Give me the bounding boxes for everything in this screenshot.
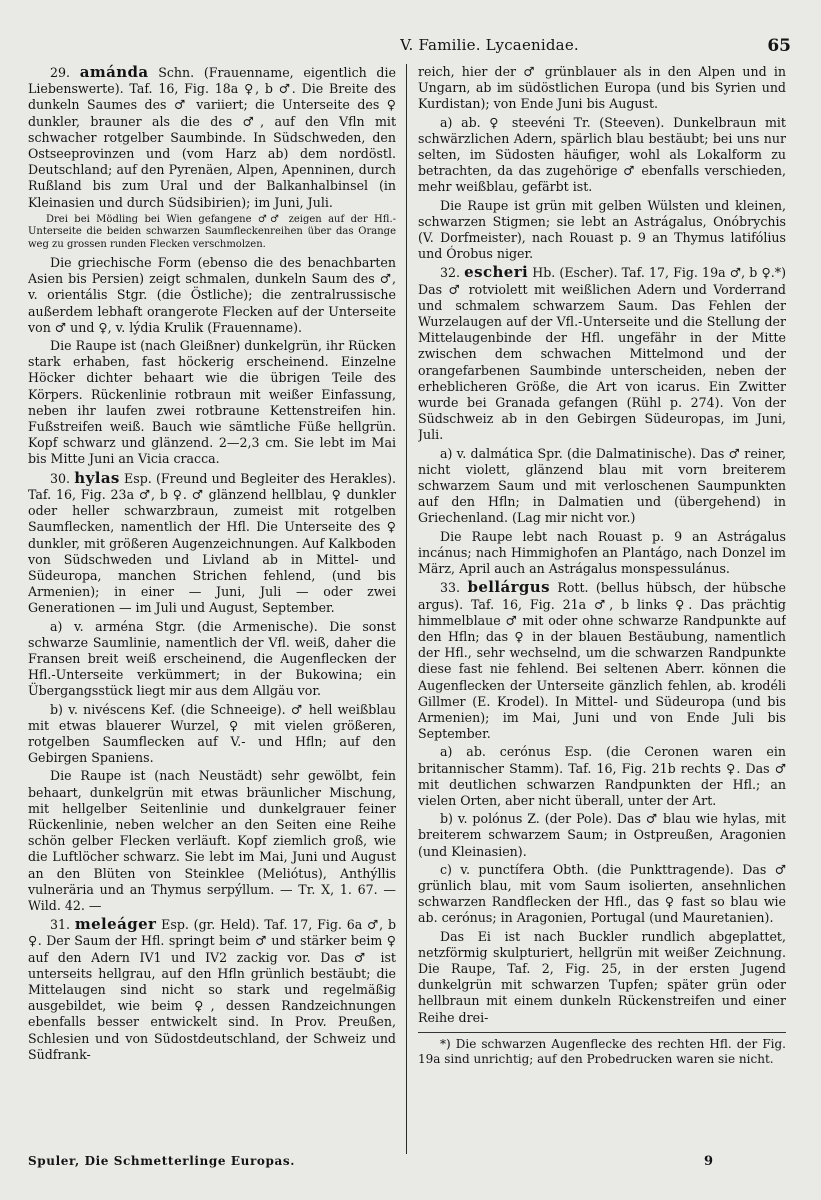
species-entry bbox=[418, 579, 786, 742]
species-name: amánda bbox=[79, 64, 149, 81]
signature-mark: 9 bbox=[703, 1154, 713, 1169]
footnote: *) Die schwarzen Augenflecke des rechten Hfl. der Fig. 19a sind unrichtig; auf den Probedrucken waren sie nicht. bbox=[418, 1032, 786, 1068]
text-paragraph: Die Raupe ist grün mit gelben Wülsten und kleinen, schwarzen Stigmen; sie lebt an Astrágalus, Onóbrychis (V. Dorfmeister), nach Rouast p. 9 an Thymus latifólius und Órobus niger. bbox=[418, 197, 786, 262]
entry-number: 33. bbox=[440, 580, 461, 596]
entry-number: 31. bbox=[50, 917, 71, 933]
species-name: meleáger bbox=[74, 915, 157, 934]
entry-text: Esp. (gr. Held). Taf. 17, Fig. 6a ♂, b ♀. Der Saum der Hfl. springt beim ♂ und stärker beim ♀ auf den Adern IV1 und IV2 zackig vor. Das ♂ ist unterseits hellgrau, auf den Hfln grünlich bestäubt; die Mittelaugen sind nicht so stark und regelmäßig ausgebildet, wie beim ♀, dessen Randzeichnungen ebenfalls besser entwickelt sind. In Prov. Preußen, Schlesien und von Südostdeutschland, der Schweiz und Südfrank- bbox=[28, 917, 396, 1062]
text-paragraph: a) v. dalmática Spr. (die Dalmatinische). Das ♂ reiner, nicht violett, glänzend blau mit vorn breiterem schwarzem Saum und mit verloschenen Saumpunkten auf den Hfln; in Dalmatien und (übergehend) in Griechenland. (Lag mir nicht vor.) bbox=[418, 445, 786, 526]
text-paragraph: b) v. polónus Z. (der Pole). Das ♂ blau wie hylas, mit breiterem schwarzem Saum; in Ostpreußen, Aragonien (und Kleinasien). bbox=[418, 811, 786, 859]
entry-number: 29. bbox=[50, 65, 71, 80]
page-footer bbox=[28, 1154, 791, 1174]
text-paragraph: c) v. punctífera Obth. (die Punkttragende). Das ♂ grünlich blau, mit vom Saum isolierten, ansehnlichen schwarzen Randflecken der Hfl., das ♀ fast so blau wie ab. cerónus; in Aragonien, Portugal (und Mauretanien). bbox=[418, 861, 786, 926]
running-title: V. Familie. Lycaenidae. bbox=[400, 36, 579, 54]
entry-text: Rott. (bellus hübsch, der hübsche argus). Taf. 16, Fig. 21a ♂, b links ♀. Das prächtig himmelblaue ♂ mit oder ohne schwarze Randpunkte auf den Hfln; das ♀ in der blauen Bestäubung, namentlich der Hfl., sehr wechselnd, um die schwarzen Randpunkte diese fast nie fehlend. Bei seltenen Aberr. können die Augenflecken der Unterseite gänzlich fehlen, ab. krodéli Gillmer (E. Krodel). In Mittel- und Südeuropa (und bis Armenien); im Mai, Juni und von Ende Juli bis September. bbox=[418, 580, 786, 742]
column-divider bbox=[406, 64, 407, 1154]
species-name: escheri bbox=[464, 263, 529, 282]
text-paragraph: a) ab. cerónus Esp. (die Ceronen waren ein britannischer Stamm). Taf. 16, Fig. 21b rechts ♀. Das ♂ mit deutlichen schwarzen Randpunkten der Hfl.; an vielen Orten, aber nicht überall, unter der Art. bbox=[418, 744, 786, 808]
species-name: bellárgus bbox=[467, 578, 550, 597]
page-header bbox=[28, 36, 791, 60]
species-entry bbox=[28, 470, 396, 617]
entry-number: 30. bbox=[50, 470, 71, 486]
text-paragraph: Die griechische Form (ebenso die des benachbarten Asien bis Persien) zeigt schmalen, dunkeln Saum des ♂, v. orientális Stgr. (die Östliche); die zentralrussische außerdem lebhaft orangerote Flecken auf der Unterseite von ♂ und ♀, v. lýdia Krulik (Frauenname). bbox=[28, 255, 396, 335]
left-column bbox=[28, 64, 396, 1144]
species-entry bbox=[28, 64, 396, 211]
species-entry bbox=[418, 264, 786, 443]
text-paragraph: reich, hier der ♂ grünblauer als in den Alpen und in Ungarn, ab im südöstlichen Europa (und bis Syrien und Kurdistan); von Ende Juni bis August. bbox=[418, 64, 786, 112]
entry-number: 32. bbox=[440, 265, 461, 281]
text-paragraph: Das Ei ist nach Buckler rundlich abgeplattet, netzförmig skulpturiert, hellgrün mit weißer Zeichnung. Die Raupe, Taf. 2, Fig. 25, in der ersten Jugend dunkelgrün mit schwarzen Tupfen; später grün oder hellbraun mit einem dunkeln Rückenstreifen und einer Reihe drei- bbox=[418, 928, 786, 1025]
entry-text: Schn. (Frauenname, eigentlich die Liebenswerte). Taf. 16, Fig. 18a ♀, b ♂. Die Breite des dunkeln Saumes des ♂ variiert; die Unterseite des ♀ dunkler, brauner als die des ♂, auf den Vfln mit schwacher rotgelber Saumbinde. In Südschweden, den Ostseeprovinzen und (vom Harz ab) dem nordöstl. Deutschland; auf den Pyrenäen, Alpen, Apenninen, durch Rußland bis zum Ural und der Balkanhalbinsel (in Kleinasien und durch Südsibirien); im Juni, Juli. bbox=[28, 65, 396, 210]
text-paragraph: b) v. nivéscens Kef. (die Schneeige). ♂ hell weißblau mit etwas blauerer Wurzel, ♀ mit vielen größeren, rotgelben Saumflecken auf V.- und Hfln; auf den Gebirgen Spaniens. bbox=[28, 701, 396, 766]
text-paragraph: Die Raupe lebt nach Rouast p. 9 an Astrágalus incánus; nach Himmighofen an Plantágo, nach Donzel im März, April auch an Astrágalus monspessulánus. bbox=[418, 528, 786, 577]
entry-text: Hb. (Escher). Taf. 17, Fig. 19a ♂, b ♀.*) Das ♂ rotviolett mit weißlichen Adern und Vorderrand und schmalem schwarzem Saum. Das Fehlen der Wurzelaugen auf der Vfl.-Unterseite und die Stellung der Mittelaugenbinde der Hfl. ungefähr in der Mitte zwischen dem schwachen Mittelmond und der orangefarbenen Saumbinde unterscheiden, neben der erheblicheren Größe, die Art von icarus. Ein Zwitter wurde bei Granada gefangen (Rühl p. 274). Von der Südschweiz ab in den Gebirgen Südeuropas, im Juni, Juli. bbox=[418, 265, 786, 443]
note-paragraph: Drei bei Mödling bei Wien gefangene ♂♂ zeigen auf der Hfl.-Unterseite die beiden schwarzen Saumfleckenreihen über das Orange weg zu grossen runden Flecken verschmolzen. bbox=[28, 213, 396, 250]
text-paragraph: Die Raupe ist (nach Neustädt) sehr gewölbt, fein behaart, dunkelgrün mit etwas bräunlicher Mischung, mit hellgelber Seitenlinie und dunkelgrauer feiner Rückenlinie, neben welcher an den Seiten eine Reihe schön gelber Flecken verläuft. Kopf ziemlich groß, wie die Luftlöcher schwarz. Sie lebt im Mai, Juni und August an den Blüten von Steinklee (Meliótus), Anthýllis vulneräria und an Thymus serpýllum. — Tr. X, 1. 67. — Wild. 42. — bbox=[28, 768, 396, 913]
species-entry bbox=[28, 916, 396, 1063]
species-name: hylas bbox=[74, 468, 120, 487]
right-column bbox=[418, 64, 786, 1144]
text-paragraph: Die Raupe ist (nach Gleißner) dunkelgrün, ihr Rücken stark erhaben, fast höckerig erscheinend. Einzelne Höcker dichter behaart wie die übrigen Teile des Körpers. Rückenlinie rotbraun mit weißer Einfassung, neben ihr laufen zwei rotbraune Kettenstreifen hin. Fußstreifen weiß. Bauch wie sämtliche Füße hellgrün. Kopf schwarz und glänzend. 2—2,3 cm. Sie lebt im Mai bis Mitte Juni an Vicia cracca. bbox=[28, 338, 396, 467]
book-title: Spuler, Die Schmetterlinge Europas. bbox=[28, 1154, 295, 1168]
entry-text: Esp. (Freund und Begleiter des Herakles). Taf. 16, Fig. 23a ♂, b ♀. ♂ glänzend hellblau, ♀ dunkler oder heller schwarzbraun, zumeist mit rotgelben Saumflecken, namentlich der Hfl. Die Unterseite des ♀ dunkler, mit größeren Augenzeichnungen. Auf Kalkboden von Südschweden und Livland ab in Mittel- und Südeuropa, manchen Strichen fehlend, (und bis Armenien); in einer — Juni, Juli — oder zwei Generationen — im Juli und August, September. bbox=[28, 470, 396, 616]
text-paragraph: a) v. arména Stgr. (die Armenische). Die sonst schwarze Saumlinie, namentlich der Vfl. weiß, daher die Fransen breit weiß erscheinend, die Augenflecken der Hfl.-Unterseite verkümmert; in der Bukowina; ein Übergangsstück liegt mir aus dem Allgäu vor. bbox=[28, 618, 396, 699]
page-number: 65 bbox=[767, 36, 791, 56]
text-paragraph: a) ab. ♀ steevéni Tr. (Steeven). Dunkelbraun mit schwärzlichen Adern, spärlich blau bestäubt; bei uns nur selten, im Südosten häufiger, wohl als Lokalform zu betrachten, da das zugehörige ♂ ebenfalls verschieden, mehr weißblau, gefärbt ist. bbox=[418, 114, 786, 195]
